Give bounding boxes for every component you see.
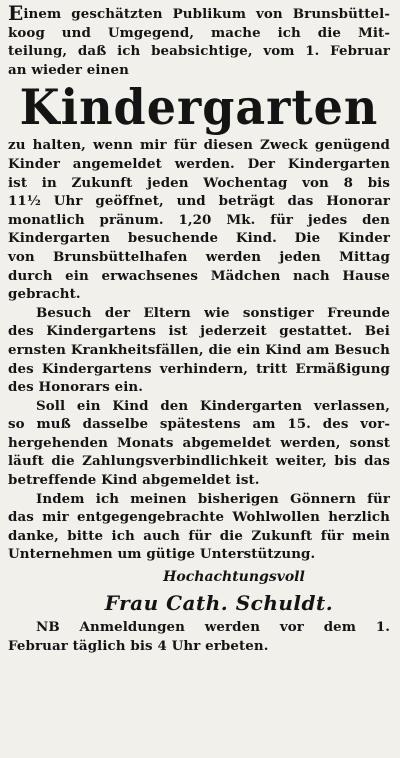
nota-bene-line: NB Anmeldungen werden vor dem 1. — [36, 619, 390, 636]
paragraph-1-line: ist in Zukunft jeden Wochentag von 8 bis — [8, 174, 390, 191]
intro-line-1 — [8, 1, 390, 25]
signature: Frau Cath. Schuldt. — [104, 591, 334, 616]
paragraph-3-line: hergehenden Monats abgemeldet werden, sonst — [8, 434, 390, 451]
paragraph-1-line: gebracht. — [8, 286, 81, 303]
paragraph-3 — [8, 397, 390, 490]
paragraph-3-line: betreffende Kind abgemeldet ist. — [8, 472, 260, 489]
paragraph-3-line: läuft die Zahlungsverbindlichkeit weiter, bis das — [8, 453, 390, 470]
paragraph-2-line: des Honorars ein. — [8, 379, 144, 396]
nota-bene — [8, 618, 390, 655]
intro-line-4: an wieder einen — [8, 61, 129, 78]
paragraph-1-line: 11½ Uhr geöffnet, und beträgt das Honorar — [8, 193, 390, 210]
paragraph-1-line: Kinder angemeldet werden. Der Kindergarten — [8, 155, 390, 172]
intro-line-3: teilung, daß ich beabsichtige, vom 1. Februar — [8, 43, 390, 60]
intro-dropcap: E — [8, 1, 24, 25]
intro-line-2: koog und Umgegend, mache ich die Mit- — [8, 24, 390, 41]
paragraph-4-line: Indem ich meinen bisherigen Gönnern für — [36, 490, 390, 507]
paragraph-3-line: Soll ein Kind den Kindergarten verlassen, — [36, 397, 390, 414]
paragraph-1-line: durch ein erwachsenes Mädchen nach Hause — [8, 267, 390, 284]
paragraph-4-line: danke, bitte ich auch für die Zukunft für mein — [8, 527, 390, 544]
paragraph-2-line: ernsten Krankheitsfällen, die ein Kind am Besuch — [8, 341, 390, 358]
paragraph-1-line: von Brunsbüttelhafen werden jeden Mittag — [8, 248, 390, 265]
paragraph-2-line: Besuch der Eltern wie sonstiger Freunde — [36, 304, 390, 321]
intro-line-1-text: inem geschätzten Publikum von Brunsbüttel- — [23, 6, 390, 22]
paragraph-4 — [8, 490, 390, 564]
paragraph-4-line: Unternehmen um gütige Unterstützung. — [8, 546, 316, 563]
paragraph-1-line: Kindergarten besuchende Kind. Die Kinder — [8, 230, 390, 247]
paragraph-3-line: so muß dasselbe spätestens am 15. des vor- — [8, 416, 390, 433]
paragraph-2-line: des Kindergartens verhindern, tritt Ermäßigung — [8, 360, 390, 377]
paragraph-2-line: des Kindergartens ist jederzeit gestattet. Bei — [8, 323, 390, 340]
paragraph-1-line: monatlich pränum. 1,20 Mk. für jedes den — [8, 211, 390, 228]
paragraph-2 — [8, 304, 390, 397]
paragraph-1 — [8, 136, 390, 303]
paragraph-1-line: zu halten, wenn mir für diesen Zweck genügend — [8, 137, 390, 154]
headline-title: Kindergarten — [19, 79, 379, 136]
closing-greeting: Hochachtungsvoll — [163, 569, 305, 586]
nota-bene-line: Februar täglich bis 4 Uhr erbeten. — [8, 637, 269, 654]
paragraph-4-line: das mir entgegengebrachte Wohlwollen herzlich — [8, 509, 390, 526]
